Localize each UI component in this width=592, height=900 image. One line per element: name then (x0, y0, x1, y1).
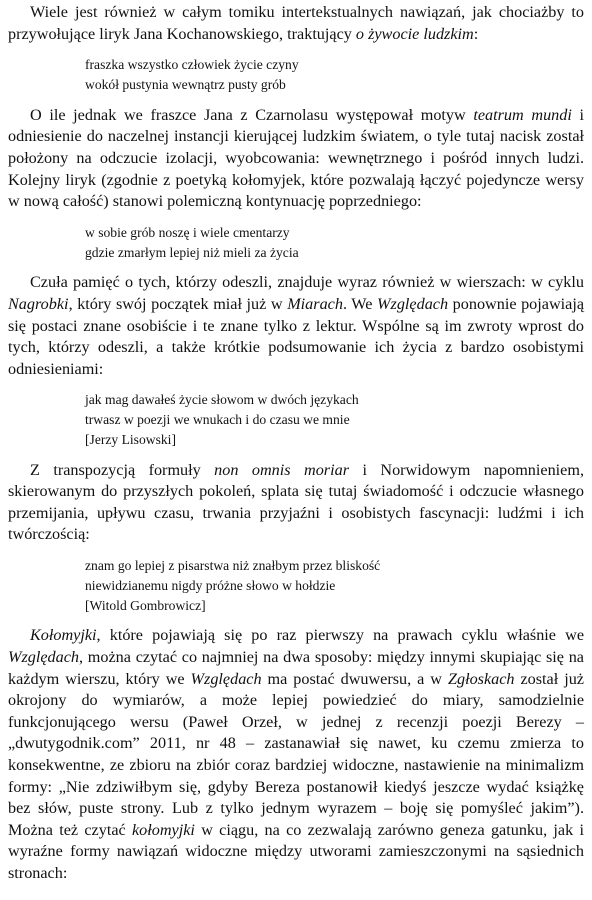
text-run: i odniesienie do naczelnej instancji kierującej ludzkim światem, o tyle tutaj nacisk został położony na odczucie izolacji, wyobcowania: wewnętrznego i pośród innych ludzi. Kolejny liryk (zgodnie z poetyką kołomyjek, które pozwalają łączyć pojedyncze wersy w nową całość) stanowi polemiczną kontynuację poprzedniego: (8, 105, 584, 211)
text-run: ponownie pojawiają się postaci znane osobiście i te znane tylko z lektur. Wspólne są im zwroty wprost do tych, którzy odeszli, a także krótkie podsumowanie ich życia z bardzo osobistymi odniesieniami: (8, 294, 585, 378)
italic-run: o żywocie ludzkim (355, 24, 474, 43)
quote-attribution: [Witold Gombrowicz] (85, 597, 206, 613)
quote-line: niewidzianemu nigdy próżne słowo w hołdzie (85, 577, 336, 593)
italic-run: Miarach (287, 294, 343, 313)
poem-quote (85, 55, 584, 95)
text-run: Wiele jest również w całym tomiku intertekstualnych nawiązań, jak chociażby to przywołujące liryk Jana Kochanowskiego, traktujący (8, 3, 584, 43)
italic-run: non omnis moriar (214, 460, 349, 479)
italic-run: Względach (190, 669, 262, 688)
quote-line: znam go lepiej z pisarstwa niż znałbym przez bliskość (85, 558, 381, 574)
quote-line: jak mag dawałeś życie słowom w dwóch językach (85, 392, 359, 408)
italic-run: Zgłoskach (447, 669, 515, 688)
quote-line: fraszka wszystko człowiek życie czyny (85, 57, 299, 73)
text-run: . We (342, 294, 378, 313)
poem-quote (85, 390, 584, 449)
text-run: , który swój początek miał już w (68, 294, 288, 313)
italic-run: Względach (8, 648, 80, 667)
text-run: Czuła pamięć o tych, którzy odeszli, znajduje wyraz również w wierszach: w cyklu (30, 273, 584, 292)
text-run: O ile jednak we fraszce Jana z Czarnolasu występował motyw (30, 105, 474, 124)
italic-run: teatrum mundi (473, 105, 572, 124)
quote-line: trwasz w poezji we wnukach i do czasu we mnie (85, 412, 350, 428)
text-run: został już okrojony do wymiarów, a może lepiej powiedzieć do miary, samodzielnie funkcjonującego wersu (Paweł Orzeł, w jednej z recenzji poezji Berezy – „dwutygodnik.com” 2011, nr 48 – zastanawiał się nawet, ku czemu zmierza to konsekwentne, ze zbioru na zbiór coraz bardziej widoczne, nastawienie na minimalizm formy: „Nie zdziwiłbym się, gdyby Bereza postanowił kiedyś jeszcze wydać książkę bez słów, puste strony. Lub z tylko jednym wyrazem – boję się pomyśleć jakim”). Można też czytać (8, 669, 584, 839)
text-run: : (473, 24, 479, 43)
italic-run: Względach (377, 294, 449, 313)
quote-attribution: [Jerzy Lisowski] (85, 431, 176, 447)
text-run: Z transpozycją formuły (30, 460, 215, 479)
paragraph (8, 272, 584, 380)
paragraph (8, 2, 584, 45)
quote-line: gdzie zmarłym lepiej niż mieli za życia (85, 244, 299, 260)
text-run: w ciągu, na co zezwalają zarówno geneza gatunku, jak i wyraźne formy nawiązań widoczne między utworami zamieszczonymi na sąsiednich stronach: (8, 820, 584, 882)
quote-line: wokół pustynia wewnątrz pusty grób (85, 76, 286, 92)
italic-run: Kołomyjki (30, 626, 97, 645)
poem-quote (85, 556, 584, 615)
quote-line: w sobie grób noszę i wiele cmentarzy (85, 224, 290, 240)
italic-run: Nagrobki (8, 294, 69, 313)
poem-quote (85, 223, 584, 263)
text-run: ma postać dwuwersu, a w (261, 669, 448, 688)
text-run: , które pojawiają się po raz pierwszy na prawach cyklu właśnie we (96, 626, 584, 645)
italic-run: kołomyjki (131, 820, 195, 839)
paragraph (8, 105, 584, 213)
paragraph (8, 625, 584, 884)
text-run: i Norwidowym napomnieniem, skierowanym do przyszłych pokoleń, splata się tutaj świadomość i odczucie własnego przemijania, upływu czasu, trwania przyjaźni i osobistych fascynacji: ludźmi i ich twórczością: (8, 460, 584, 544)
paragraph (8, 460, 584, 546)
text-run: , można czytać co najmniej na dwa sposoby: między innymi skupiając się na każdym wierszu, który we (8, 648, 584, 688)
